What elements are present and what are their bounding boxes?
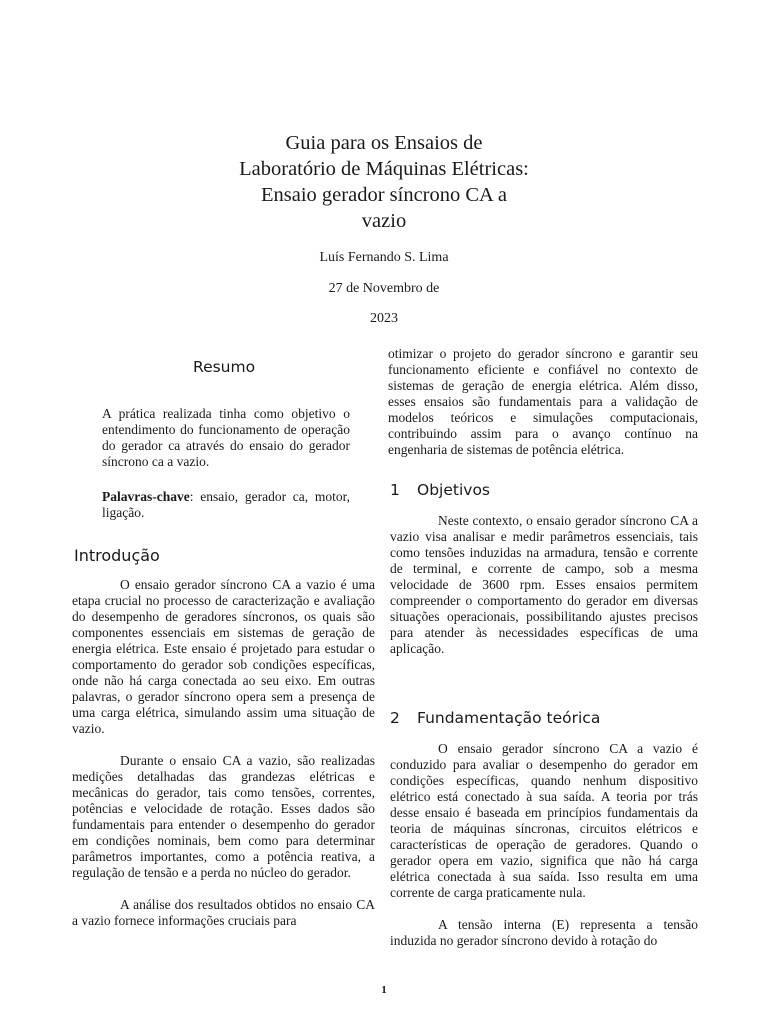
section-1-number: 1 [390, 481, 400, 499]
objectives-paragraph: Neste contexto, o ensaio gerador síncrono CA a vazio visa analisar e medir parâmetros essenciais, tais como tensões induzidas na armadura, tensão e corrente de terminal, e corrente de campo, sob a mesma velocidade de 3600 rpm. Esses ensaios permitem compreender o comportamento do gerador em diversas situações operacionais, possibilitando ajustes precisos para atender às necessidades específicas de uma aplicação. [390, 513, 698, 656]
date-line-2: 2023 [370, 311, 398, 326]
intro-paragraph-3: A análise dos resultados obtidos no ensaio CA a vazio fornece informações cruciais para [72, 897, 375, 928]
theory-paragraph-1: O ensaio gerador síncrono CA a vazio é conduzido para avaliar o desempenho do gerador em condições específicas, quando nenhum dispositivo elétrico está conectado à sua saída. A teoria por trás desse ensaio é baseada em princípios fundamentais da teoria de máquinas síncronas, circuitos elétricos e características de operação de geradores. Quando o gerador opera em vazio, significa que não há carga elétrica conectada à sua saída. Isso resulta em uma corrente de carga praticamente nula. [390, 741, 698, 900]
intro-paragraph-1: O ensaio gerador síncrono CA a vazio é uma etapa crucial no processo de caracterização e avaliação do desempenho de geradores síncronos, os quais são componentes essenciais em sistemas de geração de energia elétrica. Este ensaio é projetado para estudar o comportamento do gerador sob condições específicas, onde não há carga conectada ao seu eixo. Em outras palavras, o gerador síncrono opera sem a presença de uma carga elétrica, simulando assim uma situação de vazio. [72, 577, 375, 736]
title-line: Laboratório de Máquinas Elétricas: [239, 158, 529, 180]
intro-heading: Introdução [74, 546, 160, 565]
keywords-label: Palavras-chave [102, 489, 190, 504]
title-line: Guia para os Ensaios de [285, 132, 483, 154]
intro-paragraph-2: Durante o ensaio CA a vazio, são realizadas medições detalhadas das grandezas elétricas e mecânicas do gerador, tais como tensões, correntes, potências e velocidade de rotação. Esses dados são fundamentais para entender o desempenho do gerador em condições nominais, bem como para determinar parâmetros importantes, como a potência reativa, a regulação de tensão e a perda no núcleo do gerador. [72, 753, 375, 880]
section-2-heading [390, 709, 600, 727]
section-2-number: 2 [390, 709, 400, 727]
keywords [102, 489, 350, 521]
title-line: Ensaio gerador síncrono CA a [261, 184, 507, 206]
abstract-text [102, 406, 350, 470]
abstract-paragraph: A prática realizada tinha como objetivo o entendimento do funcionamento de operação do gerador ca através do ensaio do gerador síncrono ca a vazio. [102, 406, 350, 469]
intro-continuation [388, 346, 698, 458]
author-name: Luís Fernando S. Lima [319, 250, 449, 265]
theory-section [390, 741, 698, 949]
section-1-heading [390, 481, 490, 499]
section-1-title: Objetivos [417, 481, 490, 499]
intro-section [72, 577, 375, 929]
theory-paragraph-2: A tensão interna (E) representa a tensão induzida no gerador síncrono devido à rotação do [390, 917, 698, 948]
continuation-paragraph: otimizar o projeto do gerador síncrono e garantir seu funcionamento eficiente e confiável no contexto de sistemas de geração de energia elétrica. Além disso, esses ensaios são fundamentais para a validação de modelos teóricos e simulações computacionais, contribuindo assim para o avanço contínuo na engenharia de sistemas de potência elétrica. [388, 346, 698, 457]
page-number: 1 [381, 984, 387, 996]
section-2-title: Fundamentação teórica [417, 709, 601, 727]
keywords-list: : ensaio, gerador ca, motor, ligação. [102, 489, 350, 520]
keywords-paragraph [102, 489, 350, 521]
objectives-section [390, 513, 698, 657]
abstract-heading: Resumo [193, 358, 256, 376]
paper-title [184, 130, 584, 234]
title-line: vazio [361, 210, 407, 232]
date-line-1: 27 de Novembro de [328, 281, 440, 296]
